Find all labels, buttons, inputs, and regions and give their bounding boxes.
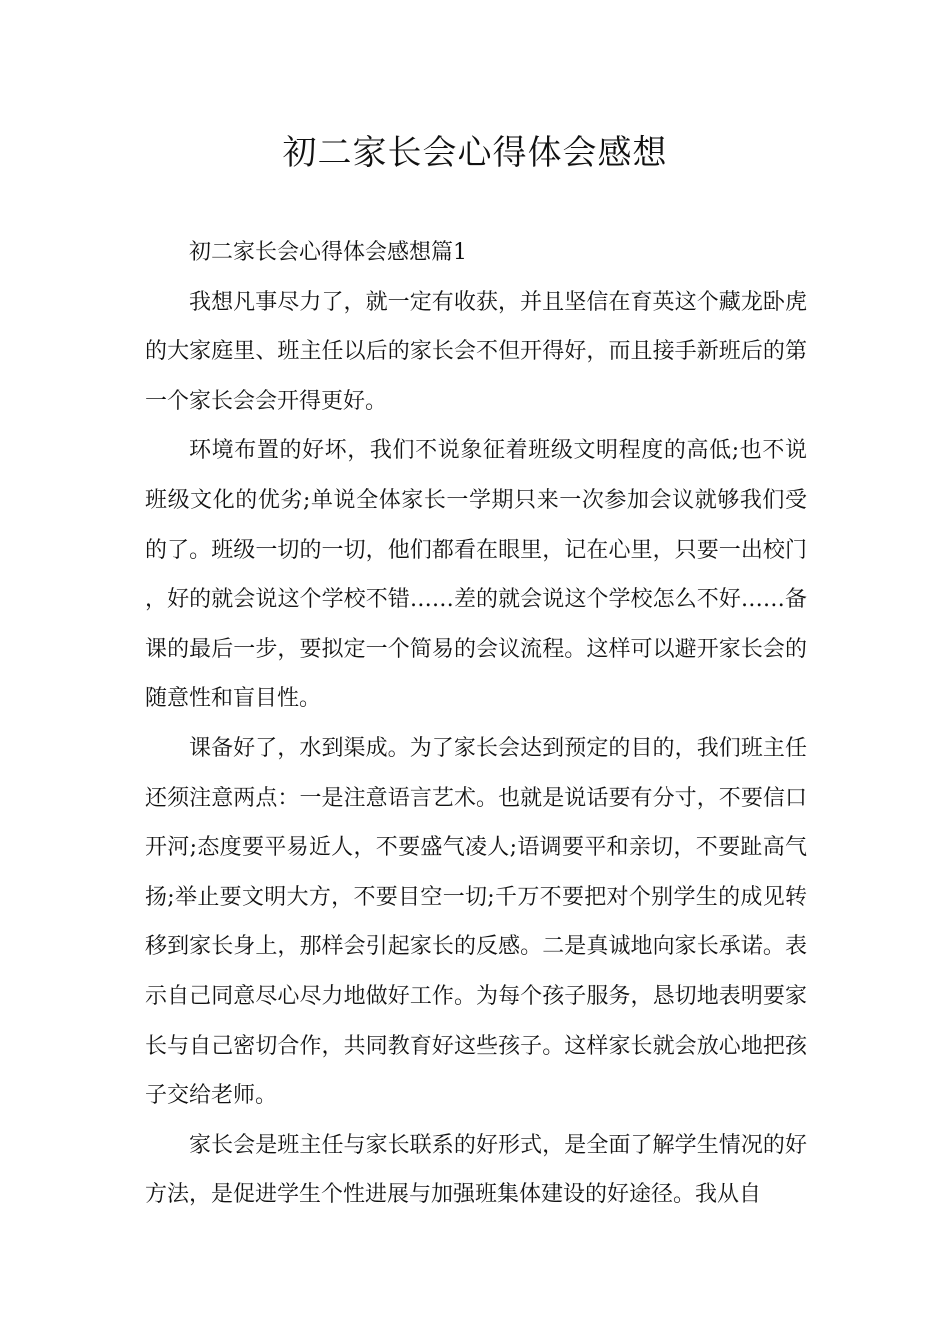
document-body [145, 228, 807, 1220]
paragraph: 课备好了，水到渠成。为了家长会达到预定的目的，我们班主任还须注意两点：一是注意语言艺术。也就是说话要有分寸，不要信口开河;态度要平易近人，不要盛气凌人;语调要平和亲切，不要趾高气扬;举止要文明大方，不要目空一切;千万不要把对个别学生的成见转移到家长身上，那样会引起家长的反感。二是真诚地向家长承诺。表示自己同意尽心尽力地做好工作。为每个孩子服务，恳切地表明要家长与自己密切合作，共同教育好这些孩子。这样家长就会放心地把孩子交给老师。 [145, 735, 807, 1109]
paragraph: 环境布置的好坏，我们不说象征着班级文明程度的高低;也不说班级文化的优劣;单说全体家长一学期只来一次参加会议就够我们受的了。班级一切的一切，他们都看在眼里，记在心里，只要一出校门，好的就会说这个学校不错……差的就会说这个学校怎么不好……备课的最后一步，要拟定一个简易的会议流程。这样可以避开家长会的随意性和盲目性。 [145, 438, 807, 712]
section-heading: 初二家长会心得体会感想篇1 [189, 240, 467, 265]
paragraph: 家长会是班主任与家长联系的好形式，是全面了解学生情况的好方法，是促进学生个性进展与加强班集体建设的好途径。我从自 [145, 1132, 807, 1208]
document-title: 初二家长会心得体会感想 [282, 133, 668, 173]
paragraph: 我想凡事尽力了，就一定有收获，并且坚信在育英这个藏龙卧虎的大家庭里、班主任以后的家长会不但开得好，而且接手新班后的第一个家长会会开得更好。 [145, 289, 807, 414]
